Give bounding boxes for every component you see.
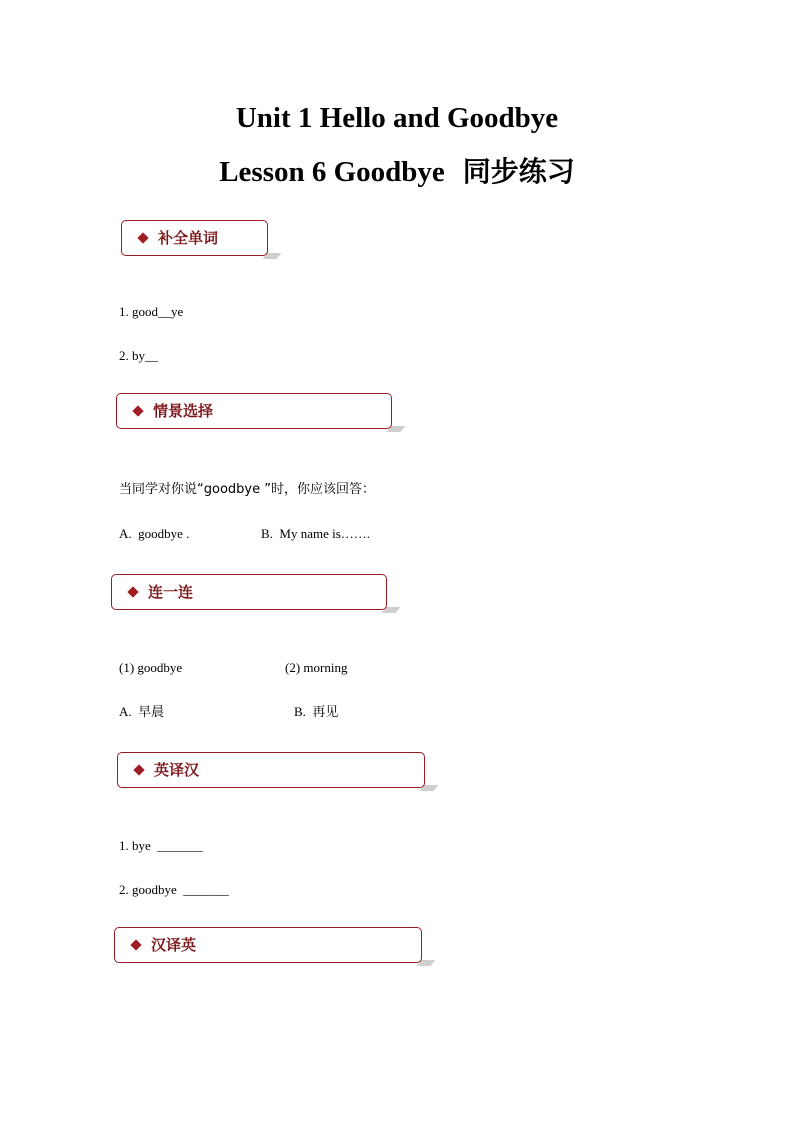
match-item-2: (2) morning: [285, 660, 348, 675]
situation-question: 当同学对你说“goodbye ”时，你应该回答：: [119, 482, 375, 497]
section-label: 汉译英: [151, 936, 197, 954]
diamond-bullet-icon: [137, 232, 148, 243]
question-1: 1. good__ye: [119, 304, 184, 319]
diamond-bullet-icon: [132, 405, 143, 416]
diamond-bullet-icon: [133, 764, 144, 775]
diamond-bullet-icon: [127, 586, 138, 597]
translate-question-1: 1. bye _______: [119, 838, 203, 853]
section-header-situational-choice: [116, 393, 392, 429]
section-label: 连一连: [148, 583, 194, 601]
section-header-matching: [111, 574, 387, 610]
question-2: 2. by__: [119, 348, 158, 363]
section-header-chinese-to-english: [114, 927, 422, 963]
section-header-english-to-chinese: [117, 752, 425, 788]
section-header-fill-words: [121, 220, 268, 256]
page-title: Unit 1 Hello and Goodbye: [235, 102, 559, 134]
match-option-b: B. 再见: [294, 704, 339, 720]
option-b: B. My name is…….: [261, 526, 371, 541]
subtitle-english: Lesson 6 Goodbye: [219, 156, 445, 188]
match-item-1: (1) goodbye: [119, 660, 183, 675]
diamond-bullet-icon: [130, 939, 141, 950]
option-a: A. goodbye .: [119, 526, 190, 541]
subtitle-chinese: 同步练习: [462, 155, 575, 188]
section-label: 英译汉: [154, 761, 200, 779]
section-label: 情景选择: [153, 402, 214, 420]
translate-question-2: 2. goodbye _______: [119, 882, 229, 897]
page-subtitle: [0, 152, 794, 192]
section-label: 补全单词: [158, 229, 219, 247]
match-option-a: A. 早晨: [119, 704, 165, 720]
